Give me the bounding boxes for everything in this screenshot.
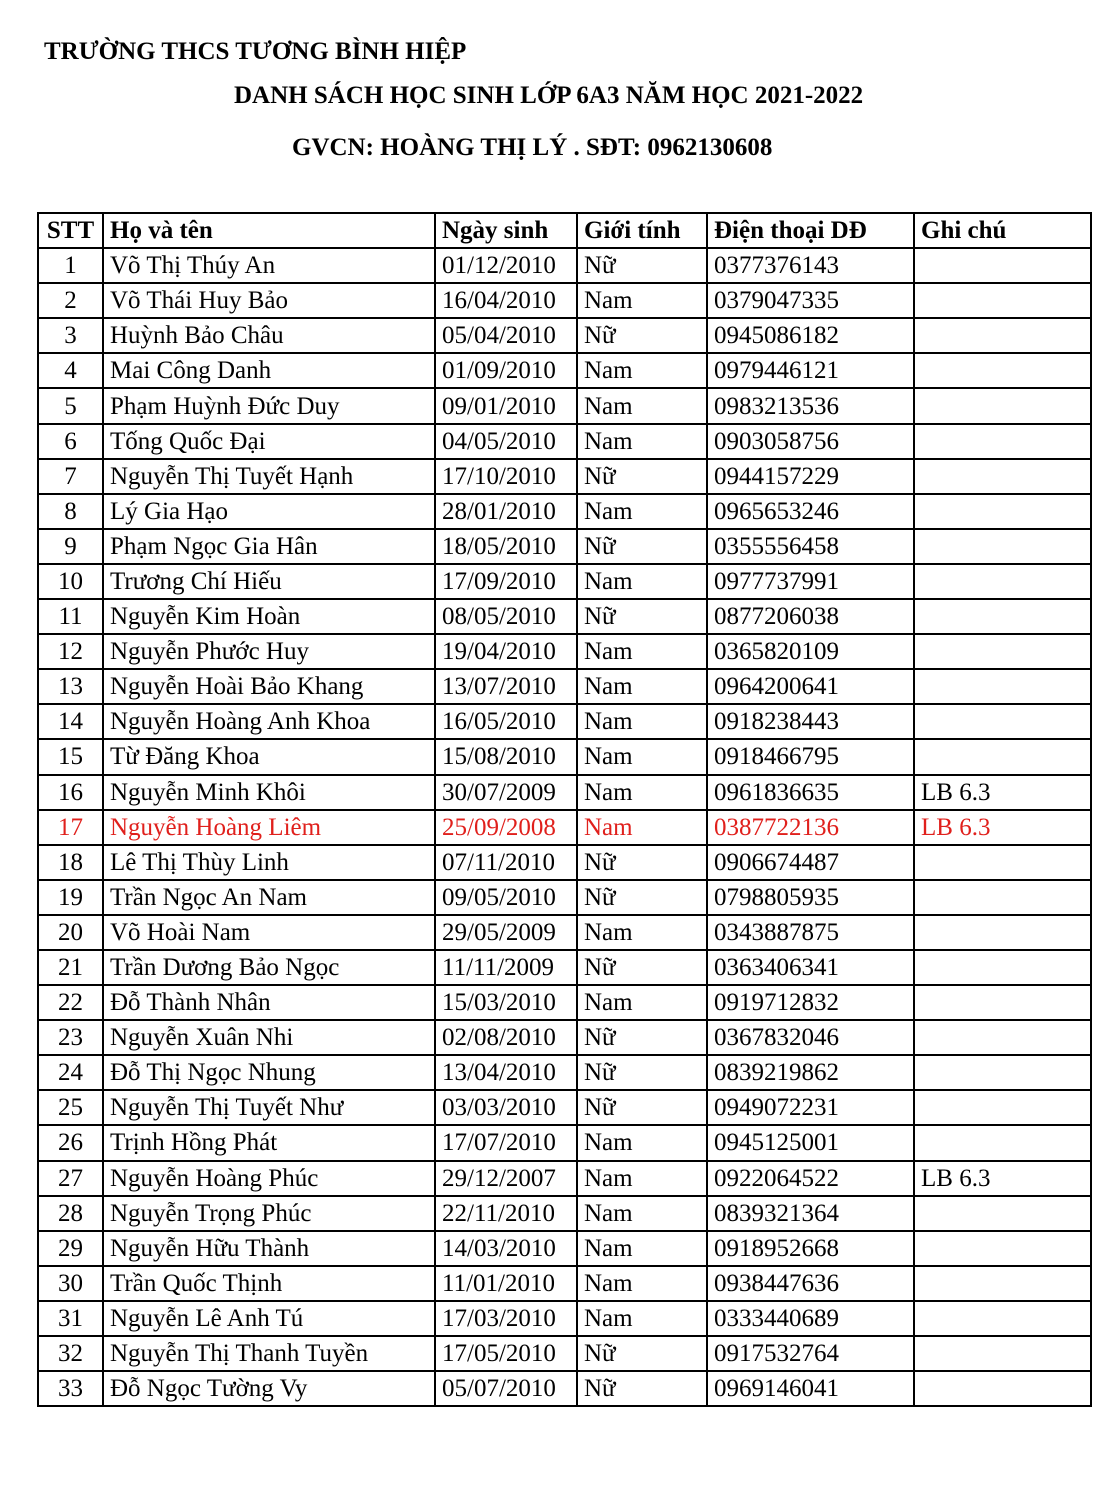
cell-stt: 5 [38, 388, 103, 423]
cell-gender: Nam [577, 634, 707, 669]
cell-phone: 0961836635 [707, 775, 914, 810]
cell-gender: Nữ [577, 1336, 707, 1371]
table-row [38, 739, 1091, 774]
cell-gender: Nam [577, 1161, 707, 1196]
cell-gender: Nam [577, 494, 707, 529]
cell-stt: 16 [38, 775, 103, 810]
table-row [38, 424, 1091, 459]
cell-name: Đỗ Thành Nhân [103, 985, 435, 1020]
cell-phone: 0919712832 [707, 985, 914, 1020]
cell-phone: 0922064522 [707, 1161, 914, 1196]
cell-name: Nguyễn Thị Tuyết Như [103, 1090, 435, 1125]
table-row [38, 1266, 1091, 1301]
cell-name: Phạm Huỳnh Đức Duy [103, 388, 435, 423]
cell-dob: 30/07/2009 [435, 775, 577, 810]
cell-phone: 0903058756 [707, 424, 914, 459]
cell-stt: 17 [38, 810, 103, 845]
cell-stt: 23 [38, 1020, 103, 1055]
cell-phone: 0938447636 [707, 1266, 914, 1301]
column-header-gender: Giới tính [577, 213, 707, 248]
cell-stt: 11 [38, 599, 103, 634]
cell-phone: 0839321364 [707, 1196, 914, 1231]
table-row [38, 1301, 1091, 1336]
cell-note [914, 283, 1091, 318]
cell-stt: 25 [38, 1090, 103, 1125]
cell-gender: Nữ [577, 599, 707, 634]
cell-dob: 29/05/2009 [435, 915, 577, 950]
cell-gender: Nam [577, 1266, 707, 1301]
cell-stt: 28 [38, 1196, 103, 1231]
cell-gender: Nam [577, 775, 707, 810]
cell-phone: 0387722136 [707, 810, 914, 845]
cell-stt: 20 [38, 915, 103, 950]
table-row [38, 634, 1091, 669]
cell-stt: 27 [38, 1161, 103, 1196]
cell-stt: 1 [38, 248, 103, 283]
cell-name: Tống Quốc Đại [103, 424, 435, 459]
column-header-phone: Điện thoại DĐ [707, 213, 914, 248]
cell-name: Trịnh Hồng Phát [103, 1125, 435, 1160]
cell-name: Trần Dương Bảo Ngọc [103, 950, 435, 985]
cell-gender: Nam [577, 353, 707, 388]
cell-gender: Nam [577, 1196, 707, 1231]
cell-phone: 0367832046 [707, 1020, 914, 1055]
table-row [38, 915, 1091, 950]
cell-phone: 0918238443 [707, 704, 914, 739]
cell-phone: 0333440689 [707, 1301, 914, 1336]
cell-gender: Nữ [577, 950, 707, 985]
cell-phone: 0918466795 [707, 739, 914, 774]
table-row [38, 1196, 1091, 1231]
cell-phone: 0839219862 [707, 1055, 914, 1090]
table-row [38, 353, 1091, 388]
table-row [38, 845, 1091, 880]
cell-gender: Nam [577, 704, 707, 739]
cell-name: Mai Công Danh [103, 353, 435, 388]
cell-dob: 11/11/2009 [435, 950, 577, 985]
table-row [38, 1336, 1091, 1371]
cell-phone: 0979446121 [707, 353, 914, 388]
cell-phone: 0945086182 [707, 318, 914, 353]
cell-dob: 18/05/2010 [435, 529, 577, 564]
cell-dob: 05/07/2010 [435, 1371, 577, 1406]
cell-phone: 0918952668 [707, 1231, 914, 1266]
cell-phone: 0906674487 [707, 845, 914, 880]
cell-gender: Nam [577, 564, 707, 599]
cell-name: Trần Ngọc An Nam [103, 880, 435, 915]
cell-note [914, 1266, 1091, 1301]
cell-note [914, 459, 1091, 494]
cell-gender: Nam [577, 1231, 707, 1266]
cell-name: Huỳnh Bảo Châu [103, 318, 435, 353]
cell-name: Nguyễn Kim Hoàn [103, 599, 435, 634]
cell-stt: 24 [38, 1055, 103, 1090]
table-row [38, 388, 1091, 423]
cell-name: Nguyễn Thị Tuyết Hạnh [103, 459, 435, 494]
cell-note: LB 6.3 [914, 1161, 1091, 1196]
cell-stt: 21 [38, 950, 103, 985]
cell-phone: 0363406341 [707, 950, 914, 985]
cell-gender: Nữ [577, 459, 707, 494]
cell-phone: 0343887875 [707, 915, 914, 950]
cell-dob: 14/03/2010 [435, 1231, 577, 1266]
cell-note: LB 6.3 [914, 810, 1091, 845]
cell-phone: 0798805935 [707, 880, 914, 915]
cell-dob: 19/04/2010 [435, 634, 577, 669]
cell-dob: 11/01/2010 [435, 1266, 577, 1301]
column-header-stt: STT [38, 213, 103, 248]
cell-gender: Nữ [577, 880, 707, 915]
cell-dob: 13/07/2010 [435, 669, 577, 704]
cell-gender: Nữ [577, 1371, 707, 1406]
cell-gender: Nữ [577, 318, 707, 353]
cell-note [914, 634, 1091, 669]
cell-note: LB 6.3 [914, 775, 1091, 810]
cell-dob: 15/03/2010 [435, 985, 577, 1020]
cell-stt: 19 [38, 880, 103, 915]
table-row [38, 669, 1091, 704]
table-row [38, 1231, 1091, 1266]
cell-stt: 22 [38, 985, 103, 1020]
cell-stt: 8 [38, 494, 103, 529]
table-row [38, 1090, 1091, 1125]
cell-phone: 0977737991 [707, 564, 914, 599]
table-row [38, 459, 1091, 494]
table-row [38, 494, 1091, 529]
cell-dob: 17/03/2010 [435, 1301, 577, 1336]
cell-dob: 15/08/2010 [435, 739, 577, 774]
cell-stt: 4 [38, 353, 103, 388]
cell-note [914, 1336, 1091, 1371]
cell-note [914, 985, 1091, 1020]
cell-dob: 17/05/2010 [435, 1336, 577, 1371]
cell-name: Nguyễn Hoàng Liêm [103, 810, 435, 845]
cell-phone: 0969146041 [707, 1371, 914, 1406]
table-row [38, 1055, 1091, 1090]
table-row [38, 704, 1091, 739]
cell-note [914, 1371, 1091, 1406]
cell-name: Từ Đăng Khoa [103, 739, 435, 774]
table-row [38, 880, 1091, 915]
cell-gender: Nam [577, 739, 707, 774]
cell-dob: 03/03/2010 [435, 1090, 577, 1125]
table-row [38, 985, 1091, 1020]
cell-dob: 16/04/2010 [435, 283, 577, 318]
cell-note [914, 424, 1091, 459]
column-header-note: Ghi chú [914, 213, 1091, 248]
cell-stt: 7 [38, 459, 103, 494]
cell-note [914, 353, 1091, 388]
cell-stt: 30 [38, 1266, 103, 1301]
cell-name: Trần Quốc Thịnh [103, 1266, 435, 1301]
cell-gender: Nữ [577, 1020, 707, 1055]
cell-dob: 07/11/2010 [435, 845, 577, 880]
cell-phone: 0964200641 [707, 669, 914, 704]
cell-gender: Nam [577, 810, 707, 845]
table-row [38, 1371, 1091, 1406]
cell-name: Nguyễn Hoàng Phúc [103, 1161, 435, 1196]
cell-note [914, 915, 1091, 950]
cell-dob: 16/05/2010 [435, 704, 577, 739]
teacher-info: GVCN: HOÀNG THỊ LÝ . SĐT: 0962130608 [292, 134, 773, 161]
cell-stt: 31 [38, 1301, 103, 1336]
cell-name: Phạm Ngọc Gia Hân [103, 529, 435, 564]
cell-stt: 29 [38, 1231, 103, 1266]
cell-dob: 22/11/2010 [435, 1196, 577, 1231]
cell-phone: 0945125001 [707, 1125, 914, 1160]
cell-note [914, 1196, 1091, 1231]
cell-stt: 26 [38, 1125, 103, 1160]
cell-note [914, 739, 1091, 774]
cell-name: Nguyễn Phước Huy [103, 634, 435, 669]
cell-note [914, 1301, 1091, 1336]
cell-note [914, 529, 1091, 564]
cell-gender: Nam [577, 1125, 707, 1160]
cell-name: Nguyễn Hữu Thành [103, 1231, 435, 1266]
cell-name: Lê Thị Thùy Linh [103, 845, 435, 880]
cell-phone: 0877206038 [707, 599, 914, 634]
cell-note [914, 1090, 1091, 1125]
cell-gender: Nam [577, 669, 707, 704]
cell-name: Nguyễn Thị Thanh Tuyền [103, 1336, 435, 1371]
cell-gender: Nữ [577, 845, 707, 880]
cell-gender: Nữ [577, 529, 707, 564]
cell-phone: 0944157229 [707, 459, 914, 494]
cell-note [914, 1055, 1091, 1090]
table-row [38, 1125, 1091, 1160]
cell-gender: Nam [577, 424, 707, 459]
cell-note [914, 599, 1091, 634]
cell-stt: 33 [38, 1371, 103, 1406]
cell-phone: 0965653246 [707, 494, 914, 529]
cell-note [914, 388, 1091, 423]
cell-stt: 6 [38, 424, 103, 459]
cell-note [914, 494, 1091, 529]
table-row [38, 1020, 1091, 1055]
cell-note [914, 880, 1091, 915]
cell-note [914, 564, 1091, 599]
cell-stt: 9 [38, 529, 103, 564]
cell-stt: 10 [38, 564, 103, 599]
cell-dob: 09/01/2010 [435, 388, 577, 423]
cell-dob: 29/12/2007 [435, 1161, 577, 1196]
cell-note [914, 1020, 1091, 1055]
cell-name: Võ Thái Huy Bảo [103, 283, 435, 318]
cell-dob: 05/04/2010 [435, 318, 577, 353]
cell-dob: 08/05/2010 [435, 599, 577, 634]
cell-stt: 2 [38, 283, 103, 318]
cell-gender: Nữ [577, 1090, 707, 1125]
cell-dob: 02/08/2010 [435, 1020, 577, 1055]
cell-note [914, 1231, 1091, 1266]
cell-gender: Nam [577, 915, 707, 950]
cell-phone: 0365820109 [707, 634, 914, 669]
cell-phone: 0379047335 [707, 283, 914, 318]
cell-name: Nguyễn Trọng Phúc [103, 1196, 435, 1231]
cell-name: Đỗ Thị Ngọc Nhung [103, 1055, 435, 1090]
table-row [38, 529, 1091, 564]
table-row [38, 1161, 1091, 1196]
cell-gender: Nam [577, 985, 707, 1020]
column-header-dob: Ngày sinh [435, 213, 577, 248]
table-row [38, 775, 1091, 810]
cell-name: Võ Thị Thúy An [103, 248, 435, 283]
cell-stt: 15 [38, 739, 103, 774]
cell-name: Nguyễn Hoàng Anh Khoa [103, 704, 435, 739]
cell-dob: 01/09/2010 [435, 353, 577, 388]
cell-phone: 0377376143 [707, 248, 914, 283]
cell-dob: 17/07/2010 [435, 1125, 577, 1160]
cell-note [914, 1125, 1091, 1160]
cell-note [914, 669, 1091, 704]
cell-name: Nguyễn Xuân Nhi [103, 1020, 435, 1055]
school-name: TRƯỜNG THCS TƯƠNG BÌNH HIỆP [44, 38, 467, 65]
cell-gender: Nam [577, 388, 707, 423]
cell-dob: 17/10/2010 [435, 459, 577, 494]
cell-name: Nguyễn Hoài Bảo Khang [103, 669, 435, 704]
column-header-name: Họ và tên [103, 213, 435, 248]
cell-gender: Nữ [577, 248, 707, 283]
cell-gender: Nữ [577, 1055, 707, 1090]
table-header-row [38, 213, 1091, 248]
cell-name: Võ Hoài Nam [103, 915, 435, 950]
table-row [38, 283, 1091, 318]
cell-dob: 09/05/2010 [435, 880, 577, 915]
table-row [38, 950, 1091, 985]
cell-stt: 13 [38, 669, 103, 704]
cell-note [914, 845, 1091, 880]
cell-phone: 0983213536 [707, 388, 914, 423]
cell-stt: 18 [38, 845, 103, 880]
table-row [38, 599, 1091, 634]
cell-gender: Nam [577, 283, 707, 318]
cell-dob: 25/09/2008 [435, 810, 577, 845]
cell-note [914, 950, 1091, 985]
cell-note [914, 318, 1091, 353]
table-row [38, 564, 1091, 599]
cell-name: Nguyễn Minh Khôi [103, 775, 435, 810]
cell-note [914, 704, 1091, 739]
cell-name: Trương Chí Hiếu [103, 564, 435, 599]
cell-phone: 0949072231 [707, 1090, 914, 1125]
table-row [38, 810, 1091, 845]
cell-dob: 04/05/2010 [435, 424, 577, 459]
cell-dob: 17/09/2010 [435, 564, 577, 599]
cell-dob: 13/04/2010 [435, 1055, 577, 1090]
table-row [38, 248, 1091, 283]
cell-name: Lý Gia Hạo [103, 494, 435, 529]
cell-stt: 14 [38, 704, 103, 739]
cell-stt: 3 [38, 318, 103, 353]
table-row [38, 318, 1091, 353]
cell-stt: 32 [38, 1336, 103, 1371]
cell-phone: 0917532764 [707, 1336, 914, 1371]
cell-gender: Nam [577, 1301, 707, 1336]
cell-stt: 12 [38, 634, 103, 669]
cell-phone: 0355556458 [707, 529, 914, 564]
document-title: DANH SÁCH HỌC SINH LỚP 6A3 NĂM HỌC 2021-2022 [234, 82, 864, 109]
cell-name: Nguyễn Lê Anh Tú [103, 1301, 435, 1336]
cell-dob: 28/01/2010 [435, 494, 577, 529]
cell-dob: 01/12/2010 [435, 248, 577, 283]
student-list-table [37, 212, 1092, 1407]
cell-note [914, 248, 1091, 283]
cell-name: Đỗ Ngọc Tường Vy [103, 1371, 435, 1406]
